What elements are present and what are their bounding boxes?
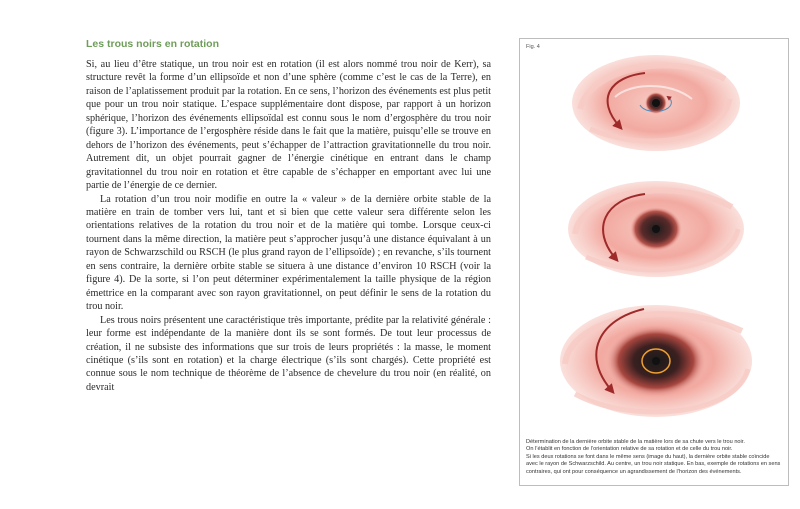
disk-bottom: [560, 305, 752, 417]
figure-4: [519, 38, 789, 486]
figure-label: Fig. 4: [526, 44, 540, 50]
section-title: Les trous noirs en rotation: [86, 38, 220, 50]
accretion-disk-illustrations: [520, 39, 788, 439]
disk-top: [572, 55, 740, 151]
article-body: [86, 58, 491, 394]
article-column: [86, 0, 491, 509]
paragraph-2: La rotation d’un trou noir modifie en outre la « valeur » de la dernière orbite stable de la matière en train de tomber vers lui, tant et si bien que cette valeur sera différente selon les orientations relatives de la rotation du trou noir et de la matière qui tombe. Lorsque ceux-ci tournent dans la même direction, la matière peut s’approcher jusqu’à une distance équivalant à un rayon de Schwarzschild ou RSCH (le plus grand rayon de l’ellipsoïde) ; en revanche, s’ils tournent en sens contraire, la dernière orbite stable se situera à une distance d’environ 10 RSCH (voir la figure 4). De la sorte, si l’on peut déterminer expérimentalement la taille physique de la région émettrice en la comparant avec son rayon gravitationnel, on peut définir le sens de la rotation du trou noir.: [86, 193, 491, 313]
caption-line-2: On l’établit en fonction de l’orientation relative de sa rotation et de celle du trou noir.: [526, 446, 733, 453]
caption-line-3: Si les deux rotations se font dans le même sens (image du haut), la dernière orbite stable coïncide avec le rayon de Schwarzschild. Au centre, un trou noir statique. En bas, exemple de rotations en sens contraires, qui ont pour conséquence un agrandissement de l’horizon des événements.: [526, 453, 781, 475]
figure-caption: [526, 439, 782, 476]
paragraph-1: Si, au lieu d’être statique, un trou noir est en rotation (il est alors nommé trou noir de Kerr), sa structure revêt la forme d’un ellipsoïde et non d’une sphère (comme c’est le cas de la Terre), en raison de l’aplatissement produit par la rotation. En ce sens, l’horizon des événements est plus petit que pour un trou noir statique. L’espace supplémentaire dont dispose, par rapport à un horizon sphérique, l’horizon des événements ellipsoïdal est connu sous le nom d’ergosphère du trou noir (figure 3). L’importance de l’ergosphère réside dans le fait que la matière, puisqu’elle se trouve en dehors de l’horizon des événements, peut s’échapper de l’attraction gravitationnelle du trou noir. Autrement dit, un objet pourrait gagner de l’énergie cinétique en entrant dans le champ gravitationnel du trou noir en rotation et être capable de s’échapper en emportant avec lui une partie de l’énergie de ce dernier.: [86, 59, 491, 192]
caption-line-1: Détermination de la dernière orbite stable de la matière lors de sa chute vers le trou noir.: [526, 439, 745, 445]
paragraph-3: Les trous noirs présentent une caractéristique très importante, prédite par la relativité générale : leur forme est indépendante de la manière dont ils se sont formés. De tout leur processus de création, il ne subsiste des informations que sur trois de leurs propriétés : la masse, le moment cinétique (s’ils sont en rotation) et la charge électrique (s’ils sont chargés). Cette propriété est connue sous le nom technique de théorème de l’absence de chevelure du trou noir (en réalité, on devrait: [86, 314, 491, 393]
disk-middle: [568, 181, 744, 277]
